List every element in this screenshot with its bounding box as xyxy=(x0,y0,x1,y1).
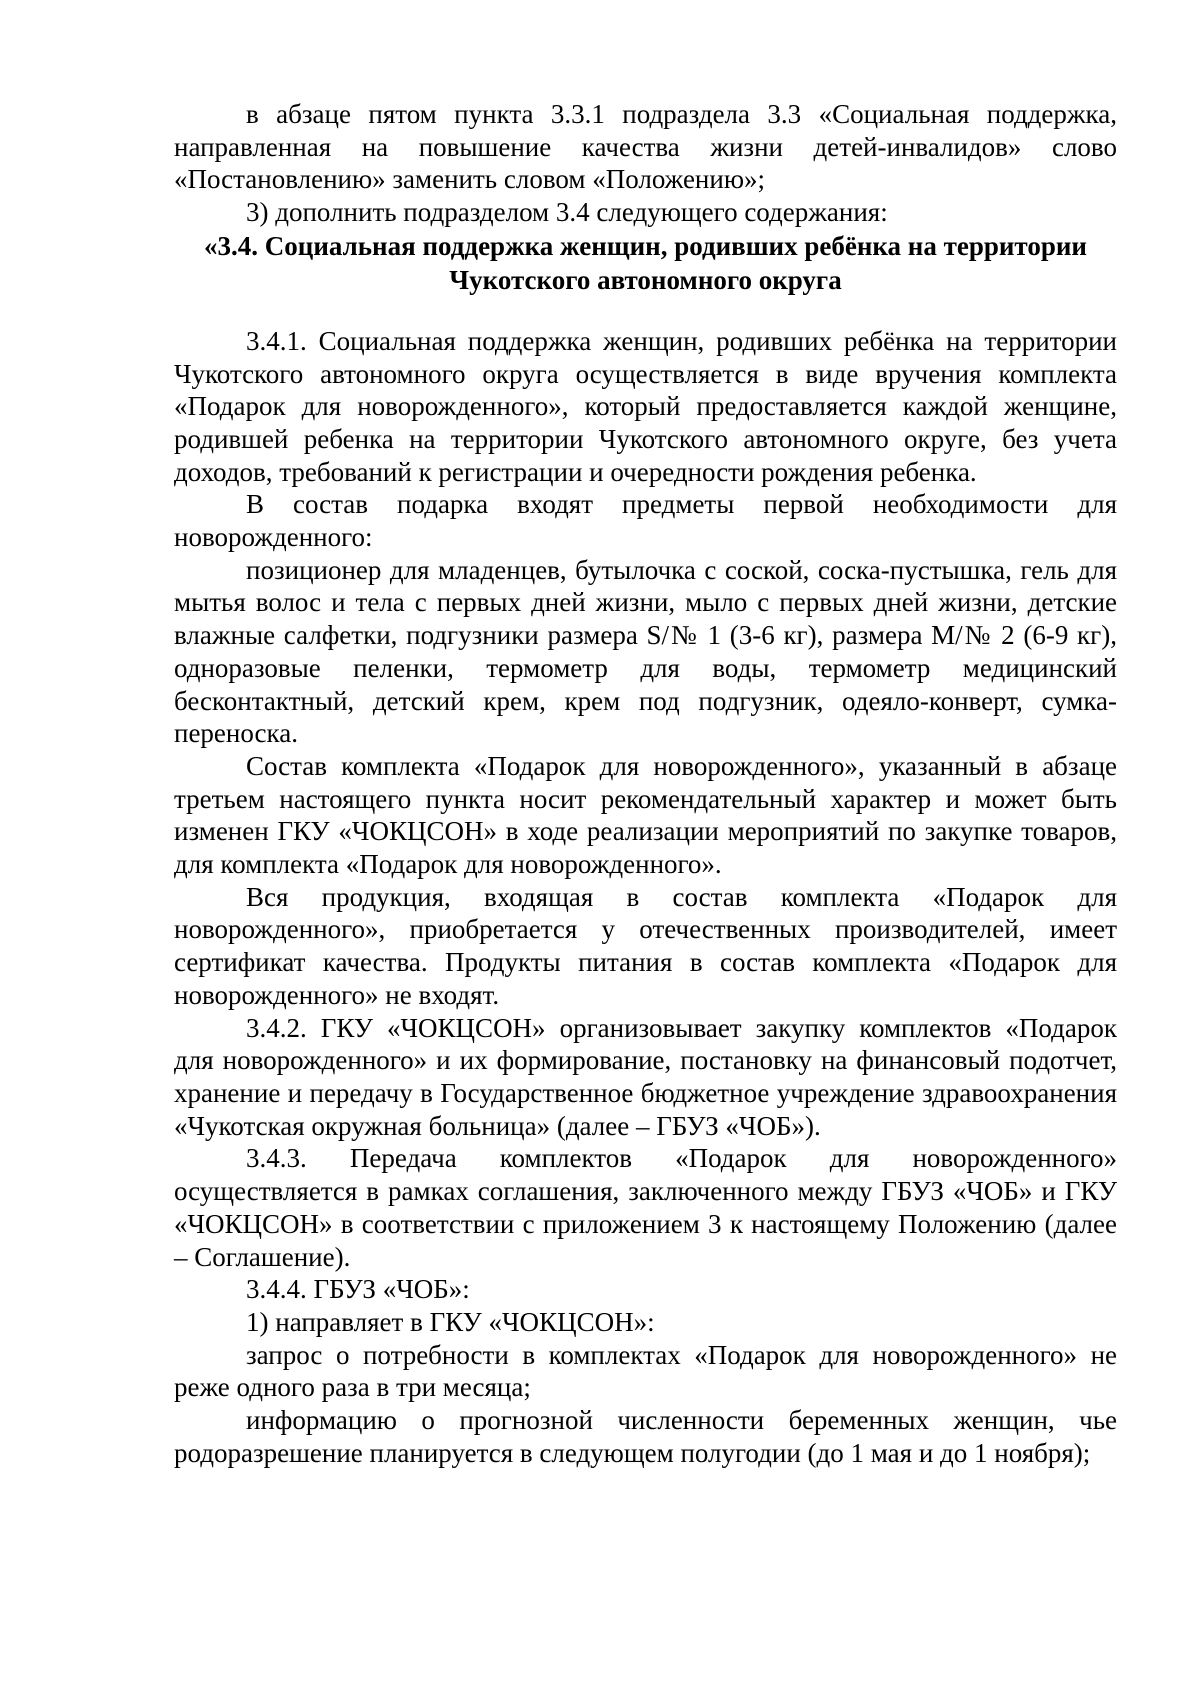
paragraph-gift-composition-note: Состав комплекта «Подарок для новорожденного», указанный в абзаце третьем настоящего пункта носит рекомендательный характер и может быть изменен ГКУ «ЧОКЦСОН» в ходе реализации мероприятий по закупке товаров, для комплекта «Подарок для новорожденного». xyxy=(174,750,1117,880)
paragraph-forecast-info: информацию о прогнозной численности беременных женщин, чье родоразрешение планируется в следующем полугодии (до 1 мая и до 1 ноября); xyxy=(174,1405,1117,1468)
section-heading-line2: Чукотского автономного округа xyxy=(449,264,842,295)
paragraph-gift-items-list: позиционер для младенцев, бутылочка с соской, соска-пустышка, гель для мытья волос и тела с первых дней жизни, мыло с первых дней жизни, детские влажные салфетки, подгузники размера S/№ 1 (3-6 кг), размера M/№ 2 (6-9 кг), одноразовые пеленки, термометр для воды, термометр медицинский бесконтактный, детский крем, крем под подгузник, одеяло-конверт, сумка-переноска. xyxy=(174,554,1117,749)
paragraph-amendment-3-3-1: в абзаце пятом пункта 3.3.1 подраздела 3.3 «Социальная поддержка, направленная на повышение качества жизни детей-инвалидов» слово «Постановлению» заменить словом «Положению»; xyxy=(174,99,1117,195)
paragraph-demand-request: запрос о потребности в комплектах «Подарок для новорожденного» не реже одного раза в три месяца; xyxy=(174,1339,1117,1403)
document-page xyxy=(174,98,1117,1469)
paragraph-item-1: 1) направляет в ГКУ «ЧОКЦСОН»: xyxy=(246,1306,655,1337)
section-heading-line1: «3.4. Социальная поддержка женщин, родивших ребёнка на территории xyxy=(204,230,1087,261)
spacer xyxy=(174,297,1117,325)
paragraph-3-4-3: 3.4.3. Передача комплектов «Подарок для новорожденного» осуществляется в рамках соглашения, заключенного между ГБУЗ «ЧОБ» и ГКУ «ЧОКЦСОН» в соответствии с приложением 3 к настоящему Положению (далее – Соглашение). xyxy=(174,1143,1117,1272)
paragraph-domestic-production: Вся продукция, входящая в состав комплекта «Подарок для новорожденного», приобретается у отечественных производителей, имеет сертификат качества. Продукты питания в состав комплекта «Подарок для новорожденного» не входят. xyxy=(174,881,1117,1010)
paragraph-3-4-4: 3.4.4. ГБУЗ «ЧОБ»: xyxy=(246,1274,470,1305)
paragraph-3-4-1: 3.4.1. Социальная поддержка женщин, родивших ребёнка на территории Чукотского автономного округа осуществляется в виде вручения комплекта «Подарок для новорожденного», который предоставляется каждой женщине, родившей ребенка на территории Чукотского автономного округе, без учета доходов, требований к регистрации и очередности рождения ребенка. xyxy=(174,325,1117,487)
paragraph-add-subsection: 3) дополнить подразделом 3.4 следующего содержания: xyxy=(246,197,888,228)
section-heading xyxy=(174,229,1117,297)
paragraph-3-4-2: 3.4.2. ГКУ «ЧОКЦСОН» организовывает закупку комплектов «Подарок для новорожденного» и их формирование, постановку на финансовый подотчет, хранение и передачу в Государственное бюджетное учреждение здравоохранения «Чукотская окружная больница» (далее – ГБУЗ «ЧОБ»). xyxy=(174,1012,1117,1141)
paragraph-gift-contents-intro: В состав подарка входят предметы первой необходимости для новорожденного: xyxy=(174,489,1117,553)
